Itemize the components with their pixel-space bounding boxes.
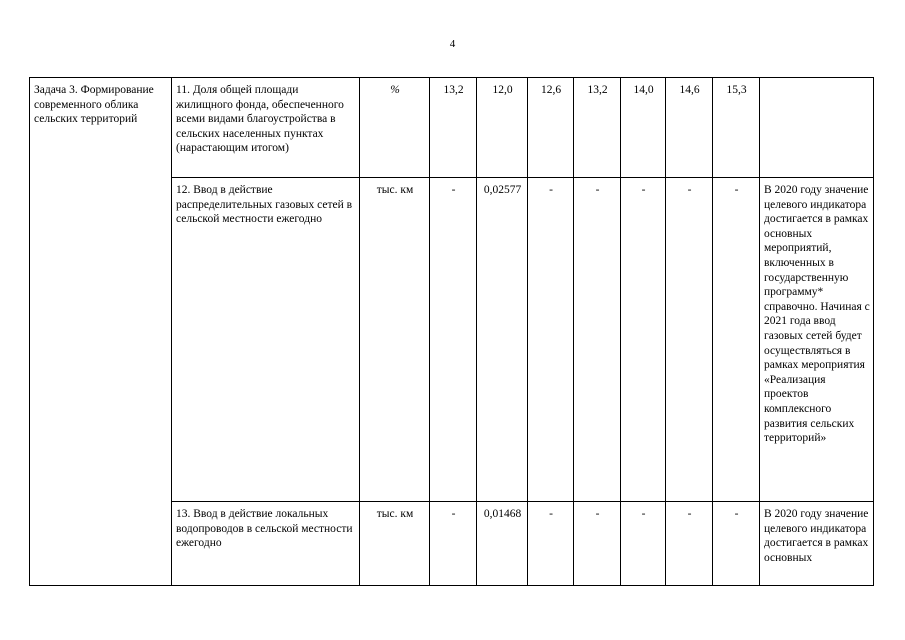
indicator-name: 13. Ввод в действие локальных водопроводов в сельской местности ежегодно bbox=[172, 502, 360, 586]
note-cell bbox=[760, 78, 874, 178]
page-number: 4 bbox=[449, 38, 456, 50]
value-cell: 0,01468 bbox=[477, 502, 528, 586]
value-cell: 15,3 bbox=[713, 78, 760, 178]
value-cell: 13,2 bbox=[574, 78, 621, 178]
value-cell: - bbox=[430, 178, 477, 502]
value-cell: - bbox=[713, 178, 760, 502]
task-cell: Задача 3. Формирование современного облика сельских территорий bbox=[30, 78, 172, 586]
value-cell: 12,6 bbox=[528, 78, 574, 178]
value-cell: 12,0 bbox=[477, 78, 528, 178]
indicator-name: 11. Доля общей площади жилищного фонда, обеспеченного всеми видами благоустройства в сельских населенных пунктах (нарастающим итогом) bbox=[172, 78, 360, 178]
indicator-name: 12. Ввод в действие распределительных газовых сетей в сельской местности ежегодно bbox=[172, 178, 360, 502]
indicator-row-11 bbox=[30, 78, 874, 178]
value-cell: - bbox=[666, 502, 713, 586]
note-cell: В 2020 году значение целевого индикатора достигается в рамках основных мероприятий, включенных в государственную программу* справочно. Начиная с 2021 года ввод газовых сетей будет осуществляться в рамках мероприятия «Реализация проектов комплексного развития сельских территорий» bbox=[760, 178, 874, 502]
value-cell: - bbox=[574, 178, 621, 502]
value-cell: - bbox=[574, 502, 621, 586]
value-cell: - bbox=[528, 502, 574, 586]
value-cell: 14,6 bbox=[666, 78, 713, 178]
value-cell: - bbox=[666, 178, 713, 502]
indicator-unit: тыс. км bbox=[360, 178, 430, 502]
value-cell: 13,2 bbox=[430, 78, 477, 178]
value-cell: - bbox=[621, 178, 666, 502]
value-cell: - bbox=[430, 502, 477, 586]
value-cell: - bbox=[528, 178, 574, 502]
value-cell: 14,0 bbox=[621, 78, 666, 178]
indicator-unit: тыс. км bbox=[360, 502, 430, 586]
note-cell: В 2020 году значение целевого индикатора достигается в рамках основных bbox=[760, 502, 874, 586]
indicator-table bbox=[29, 77, 874, 586]
indicator-unit: % bbox=[360, 78, 430, 178]
value-cell: - bbox=[713, 502, 760, 586]
value-cell: 0,02577 bbox=[477, 178, 528, 502]
value-cell: - bbox=[621, 502, 666, 586]
